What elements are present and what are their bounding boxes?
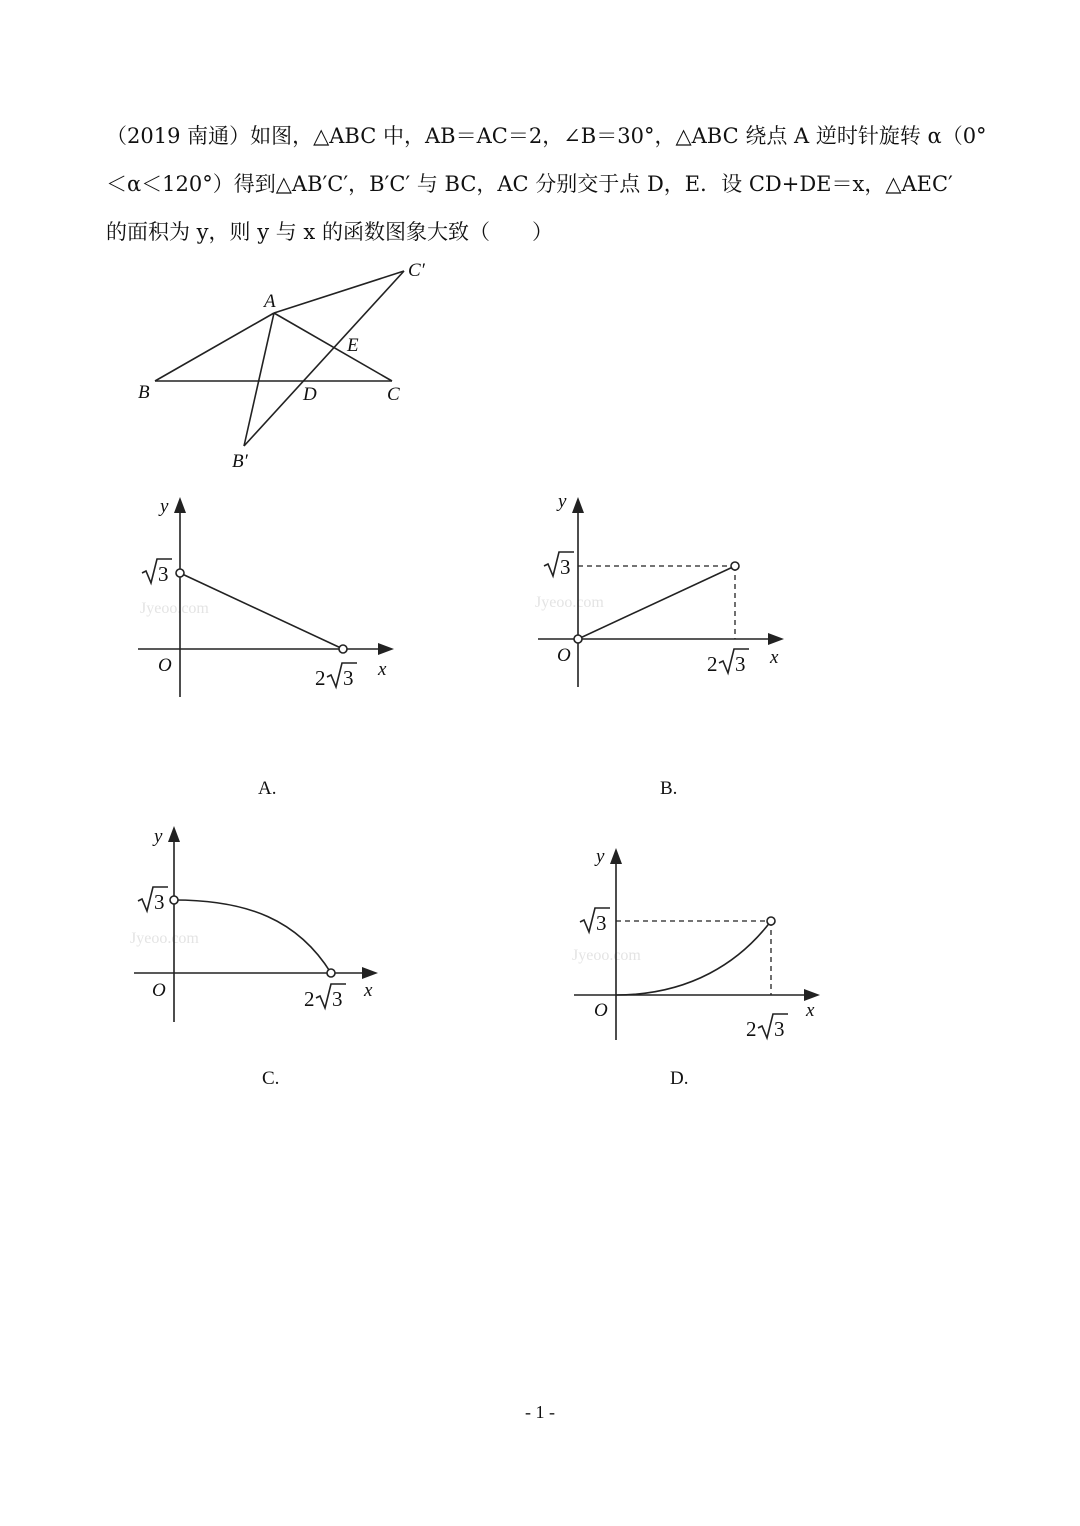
x-axis-arrow: [378, 643, 394, 655]
question-line-2: ＜α＜120°）得到△AB′C′，B′C′ 与 BC，AC 分别交于点 D，E．设 CD+DE＝x，△AEC′: [106, 172, 953, 196]
y-axis-arrow: [610, 848, 622, 864]
two-sqrt3-label-x: [746, 1014, 788, 1041]
geometry-figure: [0, 0, 1080, 500]
option-label-d[interactable]: D.: [670, 1068, 689, 1089]
x-axis-label: x: [378, 659, 387, 680]
segment-AB-prime: [244, 313, 274, 446]
open-point-y: [170, 896, 178, 904]
x-axis-label: x: [806, 1000, 815, 1021]
question-line-3: 的面积为 y，则 y 与 x 的函数图象大致（ ）: [106, 220, 553, 244]
option-label-a[interactable]: A.: [258, 778, 277, 799]
sqrt3-label-y: [138, 887, 168, 914]
graph-option-b: [520, 475, 820, 705]
x-axis-arrow: [362, 967, 378, 979]
watermark: Jyeoo.com: [130, 930, 199, 947]
segment-AB: [155, 313, 274, 381]
label-D: D: [303, 384, 317, 405]
two-coef: 2: [304, 987, 315, 1011]
origin-label: O: [557, 645, 571, 666]
sqrt3-radicand: 3: [774, 1017, 785, 1041]
graph-option-a: [120, 485, 420, 715]
sqrt3-label-y: [544, 552, 574, 579]
open-point-end: [767, 917, 775, 925]
y-axis-label: y: [596, 846, 605, 867]
origin-label: O: [158, 655, 172, 676]
sqrt3-radicand: 3: [343, 666, 354, 690]
origin-label: O: [594, 1000, 608, 1021]
open-point-y: [176, 569, 184, 577]
segment-AC: [274, 313, 392, 381]
sqrt3-radicand: 3: [158, 562, 169, 586]
sqrt3-radicand: 3: [154, 890, 165, 914]
graph-option-d: [560, 832, 860, 1062]
watermark: Jyeoo.com: [535, 594, 604, 611]
label-C-prime: C′: [408, 260, 425, 281]
origin-label: O: [152, 980, 166, 1001]
open-point-origin: [574, 635, 582, 643]
question-line-1: （2019 南通）如图，△ABC 中，AB＝AC＝2，∠B＝30°，△ABC 绕点 A 逆时针旋转 α（0°: [106, 124, 987, 148]
sqrt3-radicand: 3: [735, 652, 746, 676]
y-axis-label: y: [558, 491, 567, 512]
two-sqrt3-label-x: [315, 663, 357, 690]
two-coef: 2: [315, 666, 326, 690]
sqrt3-radicand: 3: [332, 987, 343, 1011]
graph-option-c: [118, 810, 418, 1040]
watermark: Jyeoo.com: [572, 947, 641, 964]
sqrt3-label-y: [142, 559, 172, 586]
page-number: - 1 -: [525, 1402, 555, 1422]
sqrt3-radicand: 3: [596, 911, 607, 935]
label-B-prime: B′: [232, 451, 248, 472]
label-C: C: [387, 384, 400, 405]
y-axis-arrow: [572, 497, 584, 513]
two-sqrt3-label-x: [707, 649, 749, 676]
y-axis-arrow: [168, 826, 180, 842]
two-coef: 2: [746, 1017, 757, 1041]
open-point-x: [339, 645, 347, 653]
sqrt3-label-y: [580, 908, 610, 935]
x-axis-label: x: [364, 980, 373, 1001]
sqrt3-radicand: 3: [560, 555, 571, 579]
two-sqrt3-label-x: [304, 984, 346, 1011]
open-point-x: [327, 969, 335, 977]
two-coef: 2: [707, 652, 718, 676]
option-label-b[interactable]: B.: [660, 778, 678, 799]
open-point-end: [731, 562, 739, 570]
y-axis-label: y: [154, 826, 163, 847]
y-axis-arrow: [174, 497, 186, 513]
label-A: A: [264, 291, 276, 312]
x-axis-arrow: [768, 633, 784, 645]
label-B: B: [138, 382, 150, 403]
y-axis-label: y: [160, 496, 169, 517]
option-label-c[interactable]: C.: [262, 1068, 280, 1089]
watermark: Jyeoo.com: [140, 600, 209, 617]
label-E: E: [347, 335, 359, 356]
x-axis-label: x: [770, 647, 779, 668]
